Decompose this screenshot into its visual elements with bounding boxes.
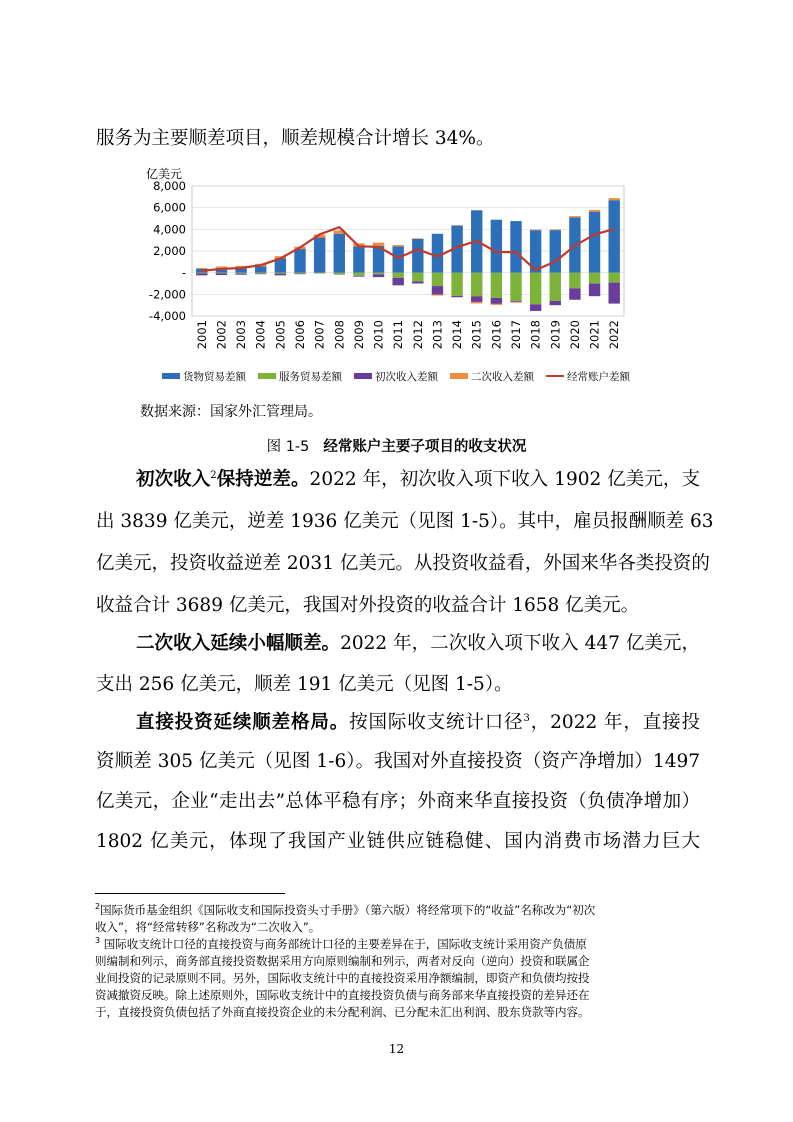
bar-2019-服务贸易差额 bbox=[550, 273, 561, 301]
legend-swatch bbox=[354, 373, 372, 379]
bar-2009-初次收入差额 bbox=[353, 276, 364, 277]
bar-2005-服务贸易差额 bbox=[275, 273, 286, 274]
legend-label: 货物贸易差额 bbox=[183, 371, 246, 383]
x-tick-label: 2004 bbox=[253, 320, 268, 350]
bar-2021-货物贸易差额 bbox=[589, 212, 600, 273]
bar-2003-服务贸易差额 bbox=[235, 273, 246, 274]
legend-swatch bbox=[162, 373, 180, 379]
y-tick-label: - bbox=[181, 265, 186, 280]
x-tick-label: 2013 bbox=[430, 320, 445, 350]
y-tick-label: -2,000 bbox=[148, 287, 186, 302]
figure-caption bbox=[0, 435, 793, 456]
bar-2021-二次收入差额 bbox=[589, 210, 600, 212]
footnote-2-marker: 2 bbox=[95, 902, 101, 911]
paragraph-3-line-1 bbox=[136, 711, 700, 735]
bar-2019-货物贸易差额 bbox=[550, 230, 561, 273]
y-tick-label: 4,000 bbox=[153, 222, 186, 237]
paragraph-1-heading-tail: 保持逆差。 bbox=[216, 469, 310, 490]
footnote-2-line-1 bbox=[95, 902, 701, 920]
x-tick-label: 2015 bbox=[469, 320, 484, 350]
source-note: 数据来源：国家外汇管理局。 bbox=[140, 404, 322, 420]
bar-2020-服务贸易差额 bbox=[569, 273, 580, 289]
bar-2013-服务贸易差额 bbox=[432, 273, 443, 286]
paragraph-1-line-3: 亿美元，投资收益逆差 2031 亿美元。从投资收益看，外国来华各类投资的 bbox=[96, 553, 710, 574]
bar-2011-初次收入差额 bbox=[392, 278, 403, 286]
footnote-ref-2: 2 bbox=[210, 470, 217, 481]
x-tick-label: 2018 bbox=[528, 320, 543, 350]
legend-label: 服务贸易差额 bbox=[279, 371, 342, 383]
bar-2008-初次收入差额 bbox=[334, 274, 345, 275]
x-tick-label: 2007 bbox=[312, 320, 327, 350]
paragraph-2-text: 2022 年，二次收入项下收入 447 亿美元， bbox=[340, 633, 700, 654]
bar-2015-二次收入差额 bbox=[471, 302, 482, 304]
legend-label: 初次收入差额 bbox=[375, 371, 438, 383]
paragraph-1-line-1 bbox=[136, 468, 700, 492]
bar-2021-服务贸易差额 bbox=[589, 273, 600, 284]
footnote-3-line-5: 于，直接投资负债包括了外商直接投资企业的未分配利润、已分配未汇出利润、股东贷款等内容。 bbox=[95, 1005, 590, 1019]
bar-2015-服务贸易差额 bbox=[471, 273, 482, 297]
bar-2012-初次收入差额 bbox=[412, 281, 423, 283]
x-tick-label: 2005 bbox=[273, 320, 288, 350]
footnote-rule bbox=[95, 893, 285, 894]
bar-2011-服务贸易差额 bbox=[392, 273, 403, 278]
bar-2008-服务贸易差额 bbox=[334, 273, 345, 274]
bar-2020-初次收入差额 bbox=[569, 288, 580, 299]
bar-2016-货物贸易差额 bbox=[491, 220, 502, 273]
bar-2016-服务贸易差额 bbox=[491, 273, 502, 298]
footnote-2-line-2: 收入”，将“经常转移”名称改为“二次收入”。 bbox=[95, 920, 321, 934]
bar-2010-二次收入差额 bbox=[373, 243, 384, 246]
bar-2005-初次收入差额 bbox=[275, 274, 286, 276]
paragraph-1-heading: 初次收入 bbox=[136, 469, 211, 490]
bar-2011-货物贸易差额 bbox=[392, 246, 403, 272]
bar-2020-二次收入差额 bbox=[569, 216, 580, 217]
paragraph-3-line-4: 1802 亿美元，体现了我国产业链供应链稳健、国内消费市场潜力巨大 bbox=[96, 831, 700, 852]
legend-swatch bbox=[450, 373, 468, 379]
bar-2012-服务贸易差额 bbox=[412, 273, 423, 282]
bar-2022-二次收入差额 bbox=[608, 198, 619, 200]
bar-2022-初次收入差额 bbox=[608, 283, 619, 304]
paragraph-3-text-tail: ，2022 年，直接投 bbox=[529, 712, 700, 733]
bar-2012-二次收入差额 bbox=[412, 238, 423, 239]
y-tick-label: 6,000 bbox=[153, 200, 186, 215]
x-tick-label: 2016 bbox=[489, 320, 504, 350]
bar-2007-货物贸易差额 bbox=[314, 238, 325, 272]
paragraph-2-line-2: 支出 256 亿美元，顺差 191 亿美元（见图 1-5）。 bbox=[96, 674, 513, 695]
current-account-chart bbox=[138, 162, 638, 394]
x-tick-label: 2019 bbox=[548, 320, 563, 350]
x-tick-label: 2010 bbox=[371, 320, 386, 350]
bar-2016-初次收入差额 bbox=[491, 298, 502, 304]
bar-2004-货物贸易差额 bbox=[255, 266, 266, 272]
bar-2001-服务贸易差额 bbox=[196, 273, 207, 274]
bar-2019-二次收入差额 bbox=[550, 230, 561, 231]
bar-2019-初次收入差额 bbox=[550, 301, 561, 305]
paragraph-1-text: 2022 年，初次收入项下收入 1902 亿美元，支 bbox=[309, 469, 700, 490]
y-tick-label: 8,000 bbox=[153, 179, 186, 193]
bar-2012-货物贸易差额 bbox=[412, 239, 423, 273]
bar-2015-初次收入差额 bbox=[471, 296, 482, 302]
footnote-3-marker: 3 bbox=[95, 936, 101, 945]
x-tick-label: 2001 bbox=[194, 320, 209, 350]
x-tick-label: 2012 bbox=[410, 320, 425, 350]
x-tick-label: 2009 bbox=[351, 320, 366, 350]
bar-2014-初次收入差额 bbox=[451, 296, 462, 297]
paragraph-2-line-1 bbox=[136, 632, 700, 656]
chart-unit-label: 亿美元 bbox=[146, 167, 183, 181]
footnote-3-line-2: 则编制和列示，商务部直接投资数据采用方向原则编制和列示，两者对反向（逆向）投资和联属企 bbox=[95, 954, 590, 968]
bar-2004-初次收入差额 bbox=[255, 274, 266, 275]
bar-2006-服务贸易差额 bbox=[294, 273, 305, 274]
bar-2013-货物贸易差额 bbox=[432, 234, 443, 273]
bar-2009-服务贸易差额 bbox=[353, 273, 364, 276]
y-tick-label: 2,000 bbox=[153, 244, 186, 258]
paragraph-1-line-2: 出 3839 亿美元，逆差 1936 亿美元（见图 1-5）。其中，雇员报酬顺差 63 bbox=[96, 511, 714, 532]
footnote-3-line-1 bbox=[95, 936, 701, 954]
bar-2017-二次收入差额 bbox=[510, 302, 521, 303]
footnote-3-line-4: 资减撤资反映。除上述原则外，国际收支统计中的直接投资负债与商务部来华直接投资的差异还在 bbox=[95, 988, 590, 1002]
bar-2022-货物贸易差额 bbox=[608, 200, 619, 272]
footnote-2-text: 国际货币基金组织《国际收支和国际投资头寸手册》（第六版）将经常项下的“收益”名称改为“初次 bbox=[100, 903, 596, 917]
bar-2014-服务贸易差额 bbox=[451, 273, 462, 296]
bar-2007-服务贸易差额 bbox=[314, 273, 325, 274]
bar-2010-初次收入差额 bbox=[373, 274, 384, 277]
bar-2013-二次收入差额 bbox=[432, 295, 443, 296]
bar-2017-货物贸易差额 bbox=[510, 221, 521, 273]
paragraph-3-heading: 直接投资延续顺差格局。 bbox=[136, 712, 350, 733]
y-tick-label: -4,000 bbox=[148, 309, 186, 323]
bar-2013-初次收入差额 bbox=[432, 286, 443, 294]
paragraph-3-text: 按国际收支统计口径 bbox=[349, 712, 524, 733]
x-tick-label: 2022 bbox=[607, 320, 622, 350]
bar-2018-服务贸易差额 bbox=[530, 273, 541, 305]
bar-2001-初次收入差额 bbox=[196, 273, 207, 275]
footnote-ref-3: 3 bbox=[523, 713, 530, 724]
bar-2016-二次收入差额 bbox=[491, 304, 502, 305]
bar-2002-初次收入差额 bbox=[216, 273, 227, 275]
bar-2022-服务贸易差额 bbox=[608, 273, 619, 283]
bar-2009-货物贸易差额 bbox=[353, 246, 364, 272]
bar-2011-二次收入差额 bbox=[392, 245, 403, 246]
footnote-3-text: 国际收支统计口径的直接投资与商务部统计口径的主要差异在于，国际收支统计采用资产负债原 bbox=[100, 937, 587, 951]
bar-2017-服务贸易差额 bbox=[510, 273, 521, 301]
intro-line: 服务为主要顺差项目，顺差规模合计增长 34%。 bbox=[96, 128, 495, 149]
bar-2017-初次收入差额 bbox=[510, 301, 521, 302]
x-tick-label: 2014 bbox=[450, 320, 465, 350]
x-tick-label: 2011 bbox=[391, 320, 406, 350]
bar-2006-货物贸易差额 bbox=[294, 249, 305, 273]
bar-2006-初次收入差额 bbox=[294, 274, 305, 275]
page-number: 12 bbox=[388, 1042, 405, 1056]
paragraph-1-line-4: 收益合计 3689 亿美元，我国对外投资的收益合计 1658 亿美元。 bbox=[96, 595, 640, 616]
figure-title: 经常账户主要子项目的收支状况 bbox=[323, 439, 527, 455]
bar-2008-货物贸易差额 bbox=[334, 234, 345, 273]
x-tick-label: 2017 bbox=[509, 320, 523, 350]
bar-2018-二次收入差额 bbox=[530, 230, 541, 231]
paragraph-3-line-3: 亿美元，企业“走出去”总体平稳有序；外商来华直接投资（负债净增加） bbox=[96, 791, 700, 812]
footnote-3-line-3: 业间投资的记录原则不同。另外，国际收支统计中的直接投资采用净额编制，即资产和负债均按投 bbox=[95, 971, 590, 985]
legend-label: 二次收入差额 bbox=[471, 371, 534, 383]
legend-swatch bbox=[258, 373, 276, 379]
bar-2002-服务贸易差额 bbox=[216, 273, 227, 274]
x-tick-label: 2008 bbox=[332, 320, 347, 350]
legend-label: 经常账户差额 bbox=[567, 371, 630, 383]
bar-2004-服务贸易差额 bbox=[255, 273, 266, 274]
x-tick-label: 2003 bbox=[234, 320, 249, 350]
bar-2021-初次收入差额 bbox=[589, 284, 600, 297]
paragraph-3-line-2: 资顺差 305 亿美元（见图 1-6）。我国对外直接投资（资产净增加）1497 bbox=[96, 751, 700, 772]
x-tick-label: 2002 bbox=[214, 320, 229, 350]
x-tick-label: 2021 bbox=[587, 320, 602, 350]
x-tick-label: 2006 bbox=[293, 320, 307, 350]
bar-2010-服务贸易差额 bbox=[373, 273, 384, 275]
bar-2014-二次收入差额 bbox=[451, 225, 462, 226]
bar-2003-初次收入差额 bbox=[235, 274, 246, 275]
bar-2001-二次收入差额 bbox=[196, 268, 207, 269]
figure-number: 图 1-5 bbox=[266, 439, 310, 455]
bar-2018-初次收入差额 bbox=[530, 304, 541, 311]
paragraph-2-heading: 二次收入延续小幅顺差。 bbox=[136, 633, 341, 654]
x-tick-label: 2020 bbox=[567, 320, 582, 350]
